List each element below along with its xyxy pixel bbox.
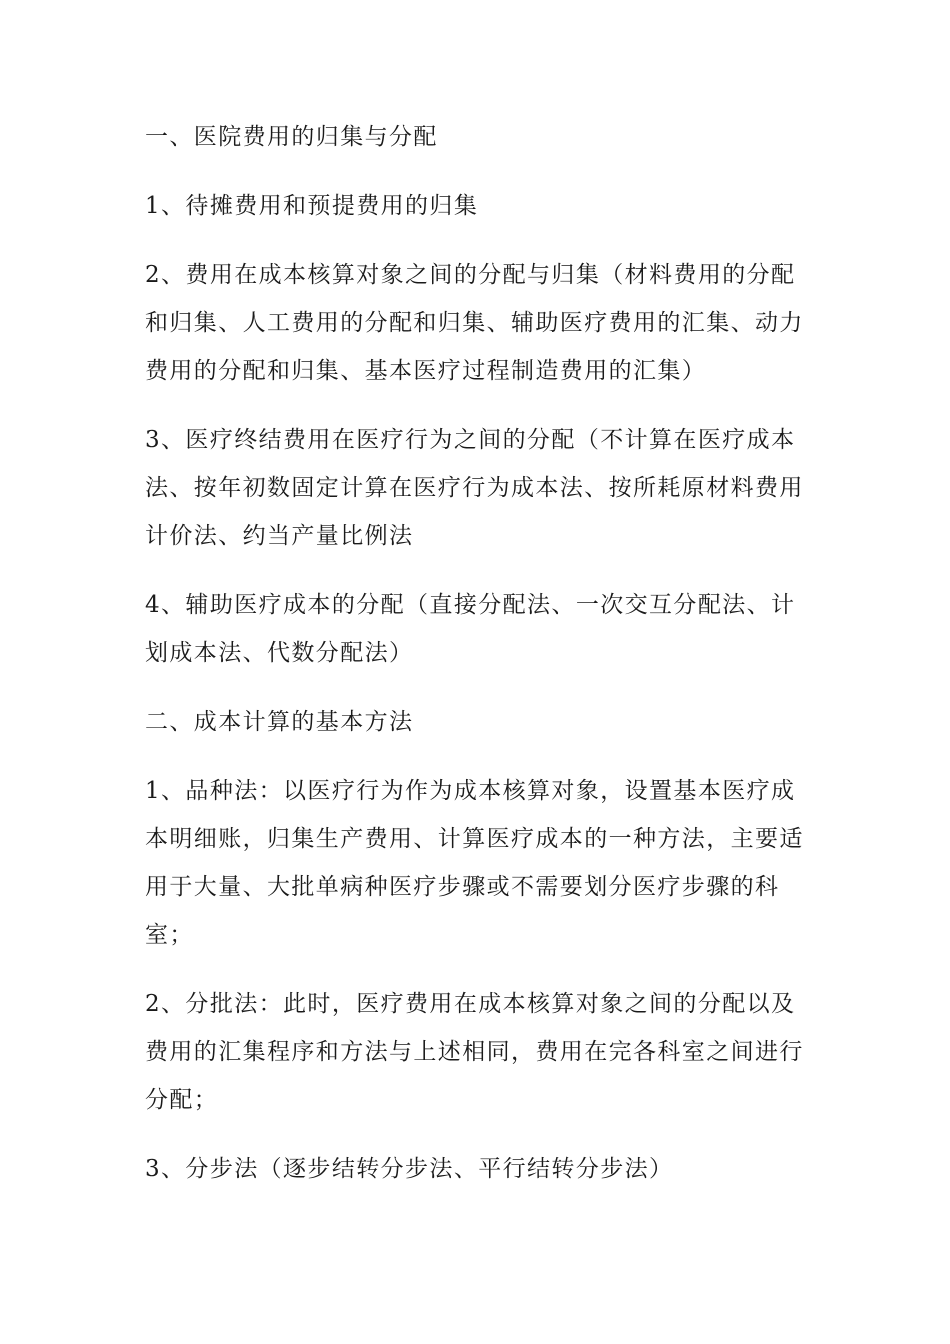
- paragraph-item-2-2: 2、分批法：此时，医疗费用在成本核算对象之间的分配以及费用的汇集程序和方法与上述相同，费用在完各科室之间进行分配；: [145, 991, 804, 1113]
- paragraph-item-1-3: 3、医疗终结费用在医疗行为之间的分配（不计算在医疗成本法、按年初数固定计算在医疗行为成本法、按所耗原材料费用计价法、约当产量比例法: [145, 427, 804, 549]
- paragraph-item-1-2: 2、费用在成本核算对象之间的分配与归集（材料费用的分配和归集、人工费用的分配和归集、辅助医疗费用的汇集、动力费用的分配和归集、基本医疗过程制造费用的汇集）: [145, 262, 804, 384]
- section-heading-2: 二、成本计算的基本方法: [145, 709, 414, 735]
- paragraph-item-2-3: 3、分步法（逐步结转分步法、平行结转分步法）: [145, 1156, 674, 1182]
- paragraph-item-1-4: 4、辅助医疗成本的分配（直接分配法、一次交互分配法、计划成本法、代数分配法）: [145, 592, 796, 666]
- paragraph-item-1-1: 1、待摊费用和预提费用的归集: [145, 193, 479, 219]
- document-body: [145, 113, 813, 1214]
- paragraph-item-2-1: 1、品种法：以医疗行为作为成本核算对象，设置基本医疗成本明细账，归集生产费用、计算医疗成本的一种方法，主要适用于大量、大批单病种医疗步骤或不需要划分医疗步骤的科室；: [145, 778, 804, 948]
- section-heading-1: 一、医院费用的归集与分配: [145, 124, 438, 150]
